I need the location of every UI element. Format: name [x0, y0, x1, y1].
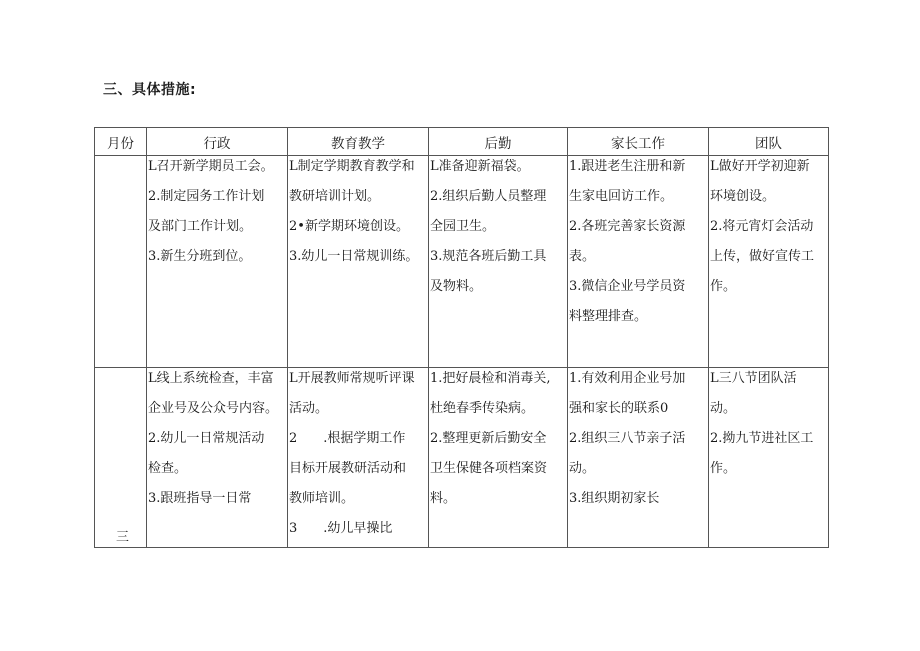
cell-line: 2.组织三八节亲子活 [569, 431, 686, 446]
header-parents: 家长工作 [568, 128, 709, 156]
cell-line: 杜绝春季传染病。 [430, 401, 535, 416]
cell-line: 1.把好晨检和消毒关, [430, 371, 551, 386]
cell-line: 3.新生分班到位。 [148, 249, 252, 264]
cell-line: 及物料。 [430, 279, 483, 294]
measures-table [94, 127, 829, 548]
cell-line: 全园卫生。 [430, 219, 496, 234]
cell-line: 目标开展教研活动和 [289, 461, 407, 476]
header-logistics: 后勤 [429, 128, 568, 156]
cell-line: 表。 [569, 249, 596, 264]
cell-line: 料。 [430, 491, 457, 506]
cell-line: L线上系统检查，丰富 [148, 371, 274, 386]
admin-cell [147, 368, 288, 548]
logistics-cell [429, 368, 568, 548]
table-header-row [95, 128, 829, 156]
cell-line: 2.幼儿一日常规活动 [148, 431, 265, 446]
cell-line: 动。 [569, 461, 596, 476]
cell-line: 作。 [710, 461, 737, 476]
cell-line: 活动。 [289, 401, 329, 416]
cell-line: 动。 [710, 401, 737, 416]
month-cell [95, 156, 147, 368]
header-month: 月份 [95, 128, 147, 156]
cell-line: 教师培训。 [289, 491, 355, 506]
team-cell [709, 368, 829, 548]
cell-line: 2.拗九节进社区工 [710, 431, 814, 446]
cell-line: 强和家长的联系0 [569, 401, 669, 416]
team-cell [709, 156, 829, 368]
section-heading: 三、具体措施: [103, 82, 197, 98]
cell-line: 3.组织期初家长 [569, 491, 660, 506]
cell-line: L三八节团队活 [710, 371, 797, 386]
cell-line: 3.跟班指导一日常 [148, 491, 252, 506]
cell-line: 2.将元宵灯会活动 [710, 219, 814, 234]
cell-line: 检查。 [148, 461, 188, 476]
table-row [95, 368, 829, 548]
cell-line: 企业号及公众号内容。 [148, 401, 279, 416]
cell-line: 及部门工作计划。 [148, 219, 253, 234]
cell-line: 1.有效利用企业号加 [569, 371, 686, 386]
teaching-cell [288, 156, 429, 368]
cell-line: 教研培训计划。 [289, 189, 381, 204]
cell-line: 2.整理更新后勤安全 [430, 431, 547, 446]
cell-line: 3.规范各班后勤工具 [430, 249, 547, 264]
parents-cell [568, 368, 709, 548]
cell-line: 作。 [710, 279, 737, 294]
cell-line: 2.组织后勤人员整理 [430, 189, 547, 204]
cell-line: 2.各班完善家长资源 [569, 219, 686, 234]
month-label: 三 [116, 530, 130, 545]
cell-line: 3 .幼儿早操比 [289, 521, 393, 536]
cell-line: 环境创设。 [710, 189, 776, 204]
cell-line: L制定学期教育教学和 [289, 159, 415, 174]
admin-cell [147, 156, 288, 368]
cell-line: 3.微信企业号学员资 [569, 279, 686, 294]
cell-line: L做好开学初迎新 [710, 159, 810, 174]
cell-line: 1.跟进老生注册和新 [569, 159, 686, 174]
logistics-cell [429, 156, 568, 368]
teaching-cell [288, 368, 429, 548]
cell-line: L召开新学期员工会。 [148, 159, 274, 174]
month-cell [95, 368, 147, 548]
cell-line: 2•新学期环境创设。 [289, 219, 409, 234]
header-admin: 行政 [147, 128, 288, 156]
cell-line: 3.幼儿一日常规训练。 [289, 249, 419, 264]
cell-line: 2.制定园务工作计划 [148, 189, 265, 204]
table-row [95, 156, 829, 368]
cell-line: 生家电回访工作。 [569, 189, 674, 204]
cell-line: 2 .根据学期工作 [289, 431, 406, 446]
cell-line: L开展教师常规听评课 [289, 371, 415, 386]
header-teaching: 教育教学 [288, 128, 429, 156]
cell-line: 料整理排查。 [569, 309, 648, 324]
cell-line: 上传，做好宣传工 [710, 249, 815, 264]
header-team: 团队 [709, 128, 829, 156]
cell-line: L准备迎新福袋。 [430, 159, 530, 174]
cell-line: 卫生保健各项档案资 [430, 461, 548, 476]
parents-cell [568, 156, 709, 368]
